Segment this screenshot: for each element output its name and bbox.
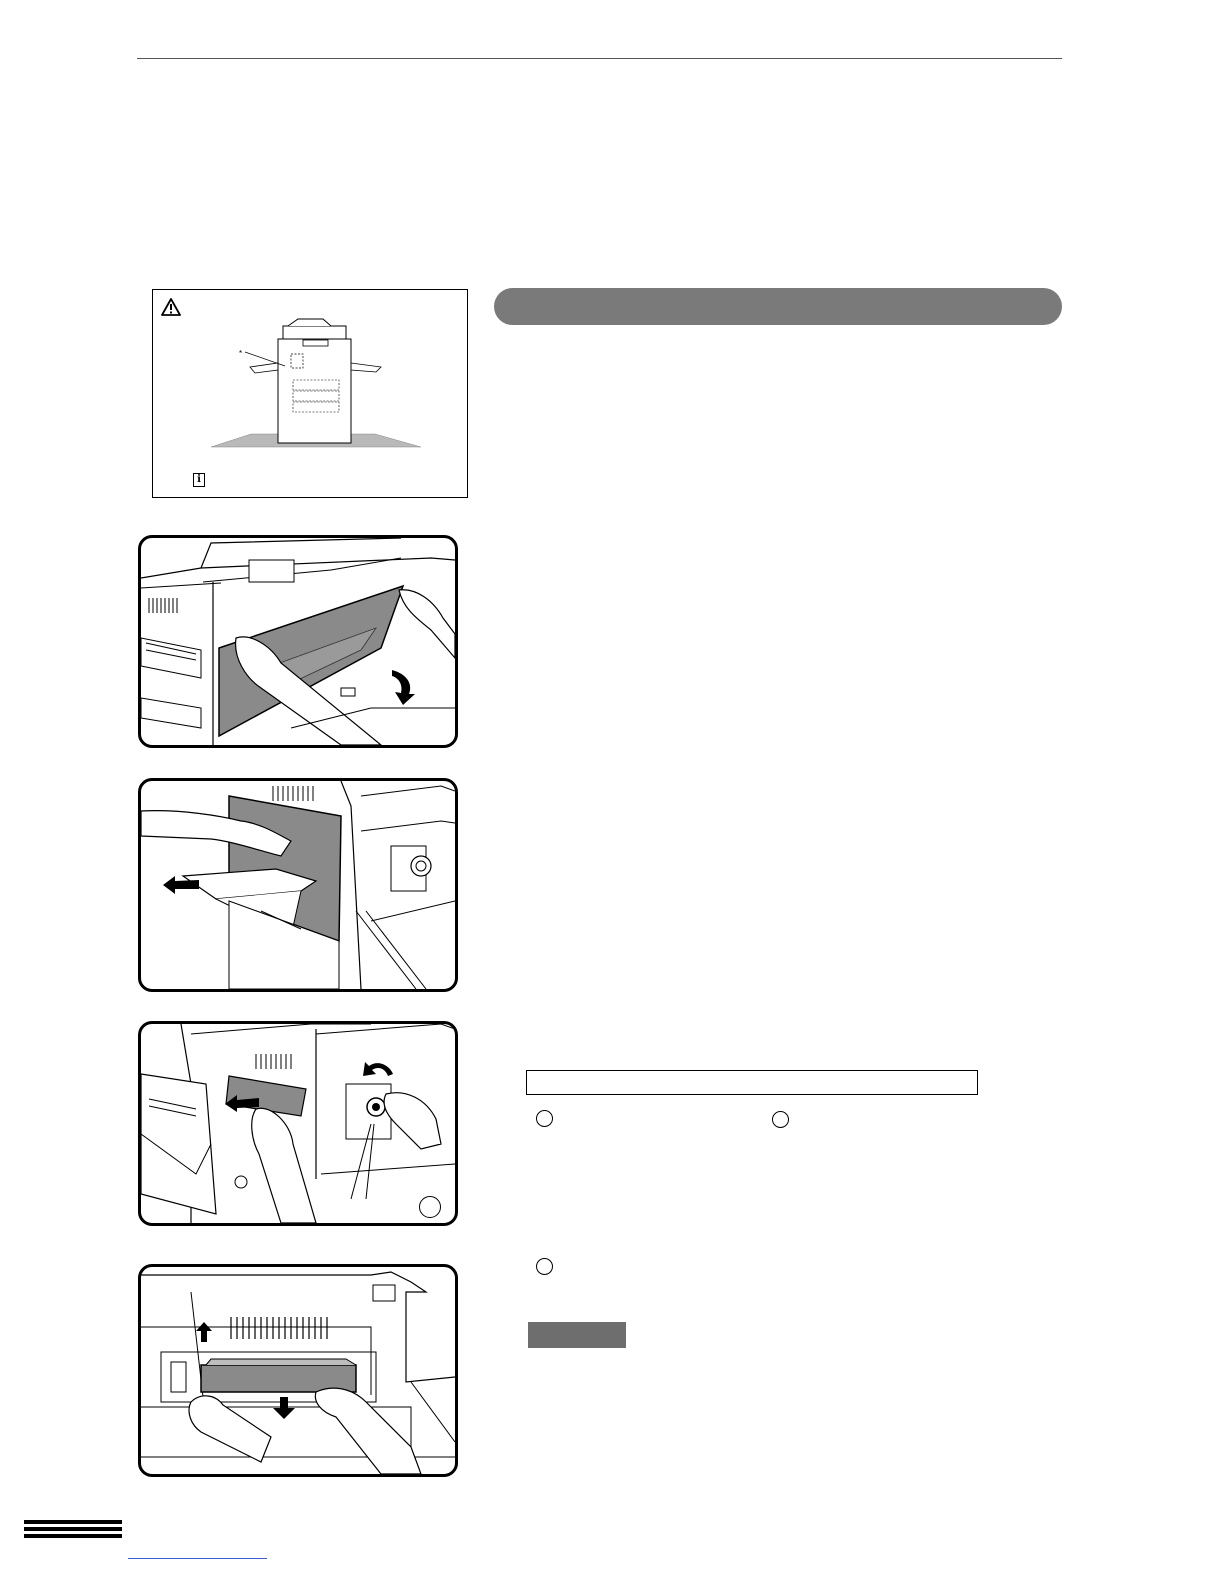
up-arrow-icon — [196, 1322, 212, 1342]
caution-panel — [152, 289, 468, 498]
open-front-cover-illustration — [141, 538, 455, 745]
step-marker-1 — [536, 1110, 553, 1127]
left-arrow-icon — [163, 876, 199, 894]
copier-overview-illustration — [153, 290, 466, 496]
header-rule — [137, 58, 1062, 59]
left-arrow-icon — [225, 1094, 259, 1112]
step-marker-3 — [536, 1258, 553, 1275]
info-icon: i — [193, 473, 205, 487]
footer-link-underline[interactable] — [128, 1558, 267, 1559]
down-arrow-icon — [273, 1397, 295, 1419]
remove-misfed-paper-illustration — [141, 1024, 455, 1223]
step-illustration-1 — [138, 535, 458, 748]
step-illustration-4 — [138, 1264, 458, 1477]
svg-text:*: * — [239, 349, 243, 358]
label-box — [526, 1070, 978, 1095]
curved-down-arrow-icon — [389, 668, 419, 706]
step-number-marker — [419, 1196, 441, 1218]
curved-rotate-arrow-icon — [363, 1060, 395, 1082]
release-lever-and-pull-unit-illustration — [141, 1267, 455, 1474]
step-illustration-2 — [138, 778, 458, 992]
step-marker-2 — [772, 1111, 789, 1128]
footer-bar — [24, 1520, 122, 1524]
step-illustration-3 — [138, 1021, 458, 1226]
section-header-bar — [494, 288, 1062, 325]
footer-bar — [24, 1534, 122, 1538]
note-tag — [528, 1322, 626, 1348]
warning-triangle-icon — [160, 297, 182, 317]
footer-bar — [24, 1527, 122, 1531]
